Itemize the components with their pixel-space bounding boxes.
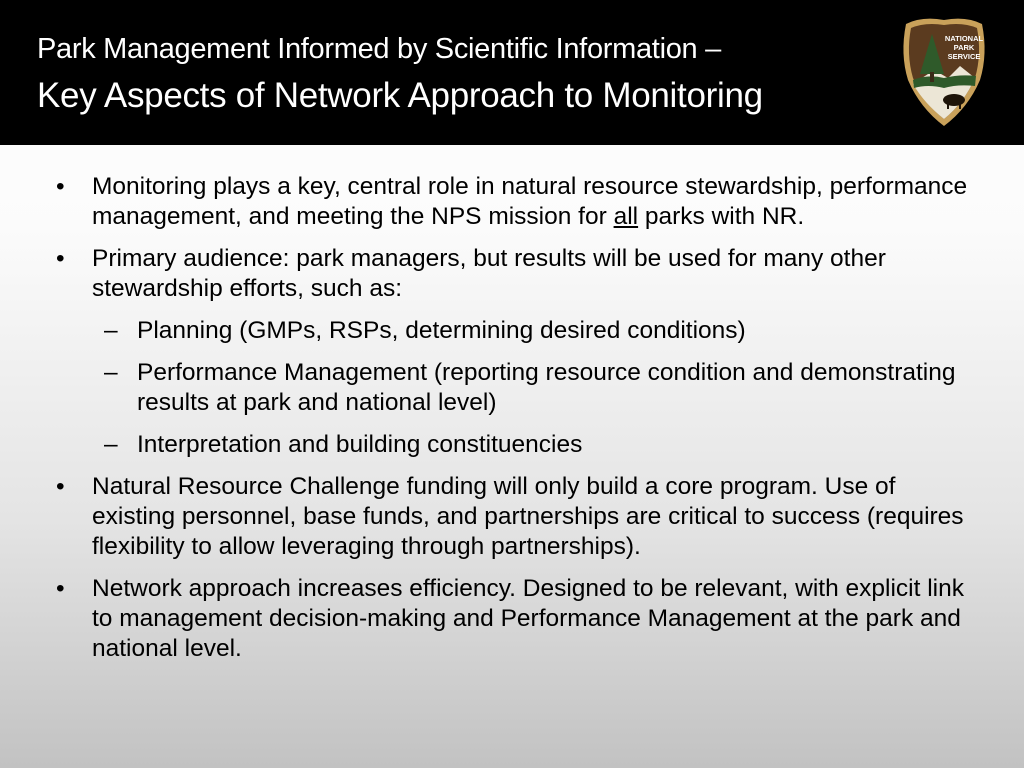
bullet-item [0,244,1024,304]
bullet-text: Natural Resource Challenge funding will only build a core program. Use of existing personnel, base funds, and partnerships are critical to success (requires flexibility to allow leveraging through partnerships). [92,473,964,560]
slide-header [0,0,1024,145]
slide-body [0,172,1024,676]
logo-text-national: NATIONAL [944,34,984,43]
bullet-text: Primary audience: park managers, but results will be used for many other stewardship efforts, such as: [92,245,886,302]
bullet-item [0,172,1024,232]
bullet-marker: • [56,473,65,500]
slide-title-line1: Park Management Informed by Scientific Information – [37,33,721,65]
sub-bullet-marker: – [104,317,118,344]
bullet-item [0,574,1024,664]
logo-text-service: SERVICE [947,52,981,61]
underlined-word: all [613,203,639,230]
bullet-marker: • [56,173,65,200]
sub-bullet-marker: – [104,431,118,458]
sub-bullet-text: Planning (GMPs, RSPs, determining desired conditions) [137,317,746,344]
nps-arrowhead-logo-icon [898,14,990,128]
sub-bullet-text: Interpretation and building constituencies [137,431,583,458]
sub-bullet-item [0,316,1024,346]
logo-text-park: PARK [953,43,975,52]
bullet-text: Monitoring plays a key, central role in natural resource stewardship, performance management, and meeting the NPS mission for [92,173,968,230]
slide-title-line2: Key Aspects of Network Approach to Monitoring [37,76,763,115]
sub-bullet-item [0,430,1024,460]
sub-bullet-text: Performance Management (reporting resource condition and demonstrating results at park and national level) [137,359,956,416]
sub-bullet-marker: – [104,359,118,386]
bullet-marker: • [56,575,65,602]
bullet-text: Network approach increases efficiency. Designed to be relevant, with explicit link to management decision-making and Performance Management at the park and national level. [92,575,964,662]
bullet-text-end: parks with NR. [638,203,805,230]
bullet-item [0,472,1024,562]
sub-bullet-item [0,358,1024,418]
bullet-marker: • [56,245,65,272]
